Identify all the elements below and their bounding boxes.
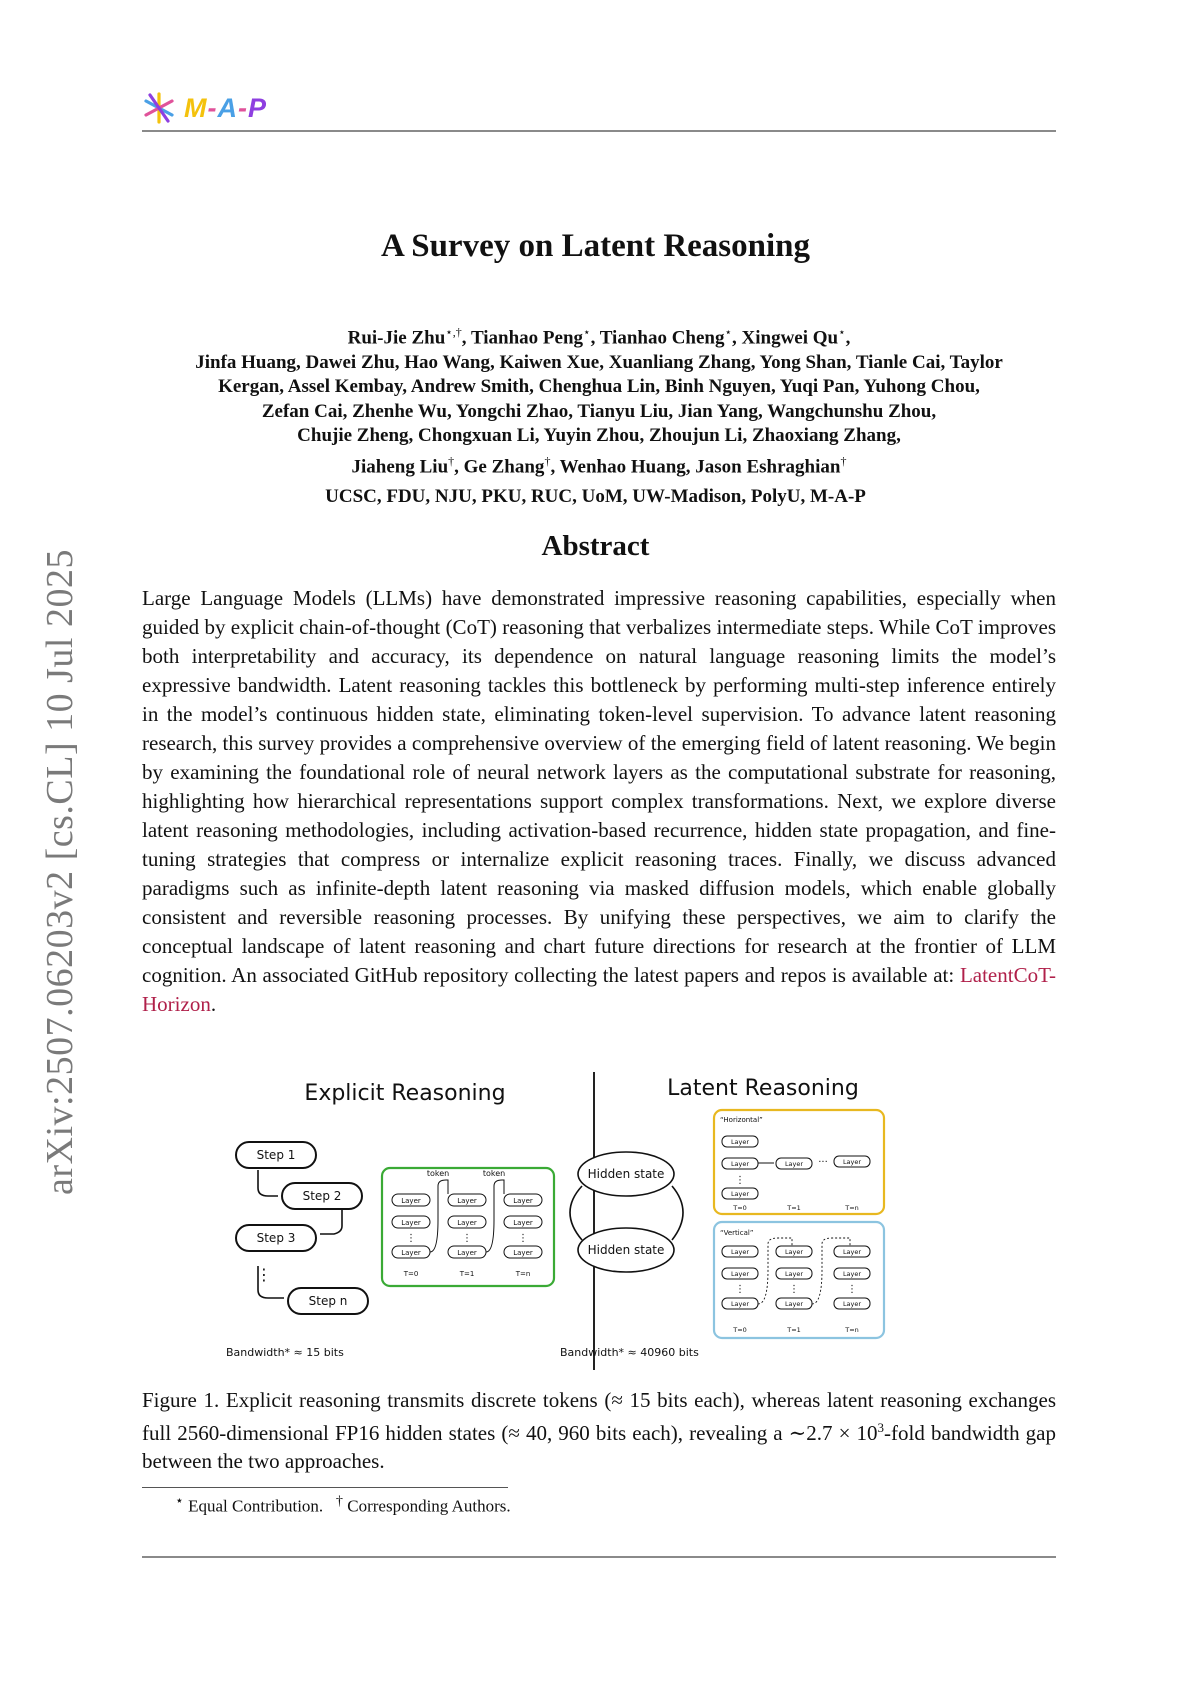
step-3-label: Step 3 (256, 1231, 296, 1245)
svg-text:Layer: Layer (842, 1158, 862, 1166)
svg-text:Layer: Layer (842, 1300, 862, 1308)
latent-title: Latent Reasoning (667, 1076, 859, 1101)
svg-text:T=n: T=n (845, 1204, 859, 1212)
author-list: Rui-Jie Zhu⋆,†, Tianhao Peng⋆, Tianhao Cheng⋆, Xingwei Qu⋆, Jinfa Huang, Dawei Zhu, Hao Wang, Kaiwen Xue, Xuanliang Zhang, Yong Shan, Tianle Cai, Taylor Kergan, Assel Kembay, Andrew Smith, Chenghua Lin, Binh Nguyen, Yuqi Pan, Yuhong Chou, Zefan Cai, Zhenhe Wu, Yongchi Zhao, Tianyu Liu, Jian Yang, Wangchunshu Zhou, Chujie Zheng, Chongxuan Li, Yuyin Zhou, Zhoujun Li, Zhaoxiang Zhang, Jiaheng Liu†, Ge Zhang†, Wenhao Huang, Jason Eshraghian† (195, 325, 1003, 478)
svg-text:Layer: Layer (730, 1300, 750, 1308)
svg-text:Layer: Layer (842, 1248, 862, 1256)
svg-text:Layer: Layer (784, 1300, 804, 1308)
svg-text:T=1: T=1 (787, 1326, 801, 1334)
arxiv-sidebar (38, 549, 108, 1255)
svg-text:Layer: Layer (401, 1219, 421, 1227)
svg-text:T=n: T=n (845, 1326, 859, 1334)
svg-text:token: token (426, 1169, 450, 1178)
header-rule (142, 130, 1056, 132)
map-star-icon (142, 91, 176, 125)
github-repo-link[interactable]: LatentCoT-Horizon (142, 963, 1056, 1016)
hidden-state-top: Hidden state (587, 1167, 665, 1181)
figure-1 (222, 1070, 992, 1370)
svg-text:T=0: T=0 (733, 1326, 747, 1334)
footnote: ⋆ Equal Contribution. † Corresponding Authors. (175, 1493, 511, 1516)
step-1-label: Step 1 (256, 1148, 296, 1162)
svg-text:Layer: Layer (730, 1138, 750, 1146)
logo-text: M-A-P (184, 92, 268, 123)
step-n-label: Step n (308, 1294, 348, 1308)
step-bubbles (236, 1142, 368, 1314)
bandwidth-explicit: Bandwidth* ≈ 15 bits (226, 1346, 344, 1359)
svg-text:Layer: Layer (457, 1219, 477, 1227)
abstract-heading: Abstract (541, 530, 650, 562)
svg-text:⋮: ⋮ (735, 1284, 745, 1295)
svg-text:“Vertical”: “Vertical” (720, 1229, 754, 1237)
svg-text:Layer: Layer (730, 1270, 750, 1278)
hidden-state-bottom: Hidden state (587, 1243, 665, 1257)
svg-text:Layer: Layer (457, 1249, 477, 1257)
svg-text:T=n: T=n (515, 1270, 531, 1278)
svg-text:Layer: Layer (513, 1219, 533, 1227)
svg-text:Layer: Layer (457, 1197, 477, 1205)
svg-text:Layer: Layer (842, 1270, 862, 1278)
affiliations: UCSC, FDU, NJU, PKU, RUC, UoM, UW-Madison, PolyU, M-A-P (325, 486, 866, 507)
svg-text:token: token (482, 1169, 506, 1178)
header-logo (142, 88, 267, 128)
svg-text:Layer: Layer (730, 1160, 750, 1168)
svg-text:Layer: Layer (784, 1270, 804, 1278)
svg-text:Layer: Layer (730, 1248, 750, 1256)
step-2-label: Step 2 (302, 1189, 342, 1203)
svg-text:···: ··· (818, 1157, 828, 1168)
svg-text:Layer: Layer (513, 1249, 533, 1257)
figure-caption: Figure 1. Explicit reasoning transmits discrete tokens (≈ 15 bits each), whereas latent reasoning exchanges full 2560-dimensional FP16 hidden states (≈ 40, 960 bits each), revealing a ∼2.7 × $10^3$-fold bandwidth gap between the two approaches. (142, 1388, 1057, 1473)
step-dots: ⋮ (256, 1265, 272, 1284)
bandwidth-latent: Bandwidth* ≈ 40960 bits (560, 1346, 699, 1359)
svg-text:⋮: ⋮ (789, 1284, 799, 1295)
svg-text:⋮: ⋮ (735, 1175, 745, 1186)
vertical-box (714, 1222, 884, 1338)
svg-text:“Horizontal”: “Horizontal” (720, 1116, 763, 1124)
svg-text:T=0: T=0 (733, 1204, 747, 1212)
footnote-rule (142, 1487, 508, 1488)
svg-text:⋮: ⋮ (406, 1233, 416, 1244)
svg-text:Layer: Layer (784, 1248, 804, 1256)
arxiv-id: arXiv:2507.06203v2 [cs.CL] 10 Jul 2025 (39, 549, 81, 1195)
svg-text:⋮: ⋮ (518, 1233, 528, 1244)
svg-text:Layer: Layer (401, 1197, 421, 1205)
svg-text:T=0: T=0 (403, 1270, 419, 1278)
svg-text:T=1: T=1 (459, 1270, 475, 1278)
svg-text:Layer: Layer (730, 1190, 750, 1198)
svg-text:⋮: ⋮ (847, 1284, 857, 1295)
explicit-title: Explicit Reasoning (304, 1081, 506, 1106)
svg-text:⋮: ⋮ (462, 1233, 472, 1244)
paper-title: A Survey on Latent Reasoning (380, 228, 811, 264)
footer-rule (142, 1556, 1056, 1558)
svg-text:Layer: Layer (401, 1249, 421, 1257)
svg-text:Layer: Layer (513, 1197, 533, 1205)
abstract-body: Large Language Models (LLMs) have demonstrated impressive reasoning capabilities, especially when guided by explicit chain-of-thought (CoT) reasoning that verbalizes intermediate steps. While CoT improves both interpretability and accuracy, its dependence on natural language reasoning limits the model’s expressive bandwidth. Latent reasoning tackles this bottleneck by performing multi-step inference entirely in the model’s continuous hidden state, eliminating token-level supervision. To advance latent reasoning research, this survey provides a comprehensive overview of the emerging field of latent reasoning. We begin by examining the foundational role of neural network layers as the computational substrate for reasoning, highlighting how hierarchical representations support complex transformations. Next, we explore diverse latent reasoning methodologies, including activation-based recurrence, hidden state propagation, and fine-tuning strategies that compress or internalize explicit reasoning traces. Finally, we discuss advanced paradigms such as infinite-depth latent reasoning via masked diffusion models, which enable globally consistent and reversible reasoning processes. By unifying these perspectives, we aim to clarify the conceptual landscape of latent reasoning and chart future directions for research at the frontier of LLM cognition. An associated GitHub repository collecting the latest papers and repos is available at: LatentCoT-Horizon. (142, 586, 1056, 1016)
svg-text:Layer: Layer (784, 1160, 804, 1168)
svg-text:T=1: T=1 (787, 1204, 801, 1212)
